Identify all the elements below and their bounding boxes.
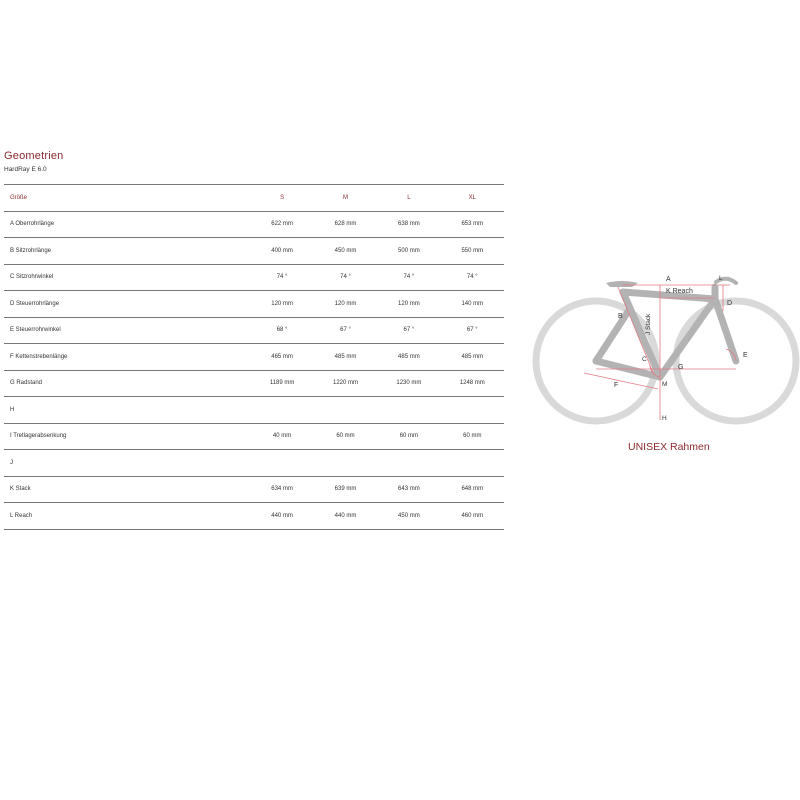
row-value: 485 mm (441, 344, 504, 371)
table-row (4, 397, 504, 424)
row-value: 60 mm (314, 423, 377, 450)
size-header: XL (441, 185, 504, 212)
label-e: E (743, 352, 748, 359)
table-row (4, 211, 504, 238)
table-row (4, 370, 504, 397)
row-value: 60 mm (441, 423, 504, 450)
row-label: E Steuerrohrwinkel (4, 317, 250, 344)
row-value: 67 ° (377, 317, 440, 344)
size-header: S (250, 185, 313, 212)
row-value: 60 mm (377, 423, 440, 450)
table-row (4, 317, 504, 344)
row-value: 450 mm (377, 503, 440, 530)
row-label: D Steuerrohrlänge (4, 291, 250, 318)
row-value: 485 mm (377, 344, 440, 371)
table-row (4, 476, 504, 503)
table-row (4, 503, 504, 530)
label-l: L (719, 275, 723, 282)
row-value (441, 397, 504, 424)
row-value: 1248 mm (441, 370, 504, 397)
row-label: F Kettenstrebenlänge (4, 344, 250, 371)
row-value: 1189 mm (250, 370, 313, 397)
label-j-stack: J Stack (645, 313, 652, 335)
row-value: 440 mm (250, 503, 313, 530)
table-row (4, 264, 504, 291)
row-value (377, 450, 440, 477)
row-value: 628 mm (314, 211, 377, 238)
row-value: 68 ° (250, 317, 313, 344)
page-title: Geometrien (4, 150, 64, 162)
row-value: 74 ° (314, 264, 377, 291)
size-header: M (314, 185, 377, 212)
row-value: 653 mm (441, 211, 504, 238)
label-b: B (618, 313, 623, 320)
bike-geometry-diagram (530, 265, 800, 425)
row-label: I Tretlagerabsenkung (4, 423, 250, 450)
row-value: 622 mm (250, 211, 313, 238)
row-value: 648 mm (441, 476, 504, 503)
row-value: 74 ° (441, 264, 504, 291)
row-value (441, 450, 504, 477)
row-label: B Sitzrohrlänge (4, 238, 250, 265)
row-value: 550 mm (441, 238, 504, 265)
row-value: 400 mm (250, 238, 313, 265)
table-row (4, 238, 504, 265)
label-f: F (614, 382, 619, 389)
label-m: M (662, 381, 668, 388)
row-value: 120 mm (250, 291, 313, 318)
size-header: L (377, 185, 440, 212)
row-value: 639 mm (314, 476, 377, 503)
row-label: A Oberrohrlänge (4, 211, 250, 238)
row-value: 465 mm (250, 344, 313, 371)
label-h: H (662, 415, 667, 422)
row-value: 485 mm (314, 344, 377, 371)
size-column-header: Größe (4, 185, 250, 212)
label-k-reach: K Reach (666, 288, 693, 295)
row-label: C Sitzrohrwinkel (4, 264, 250, 291)
row-value: 643 mm (377, 476, 440, 503)
row-value: 120 mm (377, 291, 440, 318)
row-value: 67 ° (441, 317, 504, 344)
row-value: 450 mm (314, 238, 377, 265)
frame-caption: UNISEX Rahmen (628, 441, 710, 453)
row-value: 120 mm (314, 291, 377, 318)
saddle (606, 281, 638, 287)
row-value: 1230 mm (377, 370, 440, 397)
row-label: L Reach (4, 503, 250, 530)
row-value: 634 mm (250, 476, 313, 503)
row-value (314, 397, 377, 424)
label-a: A (666, 276, 671, 283)
row-value: 500 mm (377, 238, 440, 265)
row-value: 460 mm (441, 503, 504, 530)
row-value (314, 450, 377, 477)
table-row (4, 423, 504, 450)
label-c: C (642, 356, 647, 363)
model-name: HardRay E 6.0 (4, 166, 47, 173)
geometry-table-body (4, 211, 504, 529)
row-value: 1220 mm (314, 370, 377, 397)
table-row (4, 344, 504, 371)
row-value (250, 397, 313, 424)
row-value: 140 mm (441, 291, 504, 318)
row-label: H (4, 397, 250, 424)
row-value: 440 mm (314, 503, 377, 530)
row-label: J (4, 450, 250, 477)
row-value: 638 mm (377, 211, 440, 238)
label-d: D (727, 300, 733, 307)
bike-frame (596, 287, 736, 377)
row-value: 67 ° (314, 317, 377, 344)
row-value: 74 ° (377, 264, 440, 291)
row-value: 74 ° (250, 264, 313, 291)
row-value (250, 450, 313, 477)
row-value: 40 mm (250, 423, 313, 450)
row-value (377, 397, 440, 424)
geometry-table (4, 184, 504, 530)
table-header-row (4, 185, 504, 212)
row-label: K Stack (4, 476, 250, 503)
table-row (4, 450, 504, 477)
table-row (4, 291, 504, 318)
row-label: G Radstand (4, 370, 250, 397)
label-g: G (678, 364, 684, 371)
